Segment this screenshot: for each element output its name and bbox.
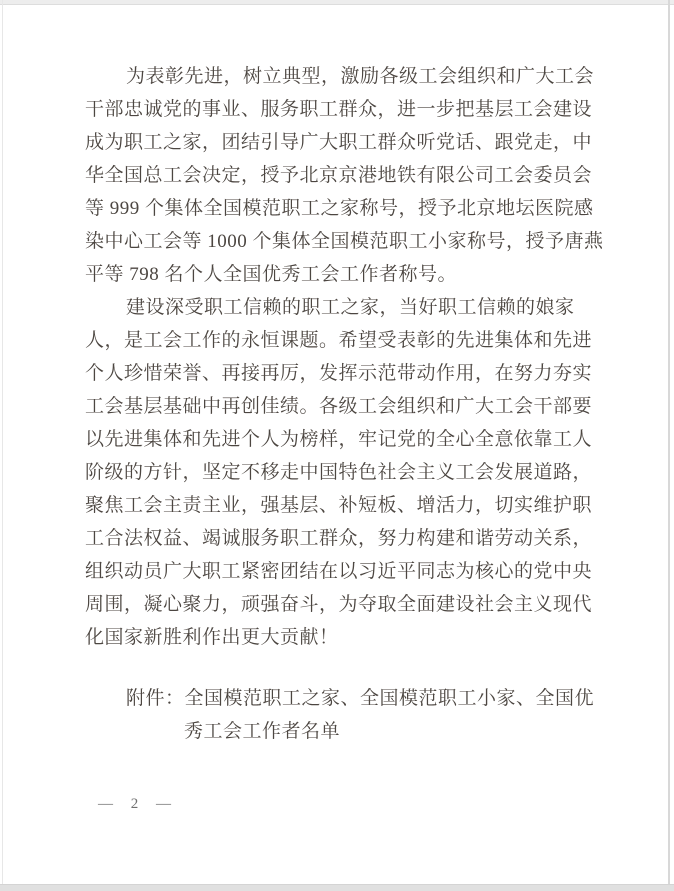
- body-line: 等 999 个集体全国模范职工之家称号，授予北京地坛医院感: [85, 198, 594, 219]
- body-line: 干部忠诚党的事业、服务职工群众，进一步把基层工会建设: [85, 99, 593, 120]
- body-line: 平等 798 名个人全国优秀工会工作者称号。: [85, 264, 458, 285]
- attachment-title-part2: 秀工会工作者名单: [184, 721, 341, 742]
- scan-edge-left: [2, 0, 3, 891]
- scan-edge-top: [0, 0, 674, 5]
- paragraph-2: [85, 291, 595, 654]
- body-line: 华全国总工会决定，授予北京京港地铁有限公司工会委员会: [85, 165, 593, 186]
- body-line: 化国家新胜利作出更大贡献！: [85, 627, 339, 648]
- body-line: 染中心工会等 1000 个集体全国模范职工小家称号，授予唐燕: [85, 231, 604, 252]
- body-line: 建设深受职工信赖的职工之家，当好职工信赖的娘家: [126, 297, 575, 318]
- body-line: 成为职工之家，团结引导广大职工群众听党话、跟党走，中: [85, 132, 593, 153]
- attachment-label: 附件：: [126, 688, 185, 709]
- body-line: 为表彰先进，树立典型，激励各级工会组织和广大工会: [126, 66, 595, 87]
- body-line: 以先进集体和先进个人为榜样，牢记党的全心全意依靠工人: [85, 429, 593, 450]
- body-line: 个人珍惜荣誉、再接再厉，发挥示范带动作用，在努力夯实: [85, 363, 593, 384]
- attachment-section: [85, 682, 595, 748]
- body-line: 工会基层基础中再创佳绩。各级工会组织和广大工会干部要: [85, 396, 593, 417]
- body-line: 聚焦工会主责主业，强基层、补短板、增活力，切实维护职: [85, 495, 593, 516]
- body-line: 工合法权益、竭诚服务职工群众，努力构建和谐劳动关系，: [85, 528, 593, 549]
- page-number: — 2 —: [98, 796, 178, 812]
- scan-edge-bottom: [0, 884, 674, 891]
- attachment-title-part1: 全国模范职工之家、全国模范职工小家、全国优: [184, 688, 595, 709]
- body-line: 阶级的方针，坚定不移走中国特色社会主义工会发展道路，: [85, 462, 593, 483]
- body-line: 周围，凝心聚力，顽强奋斗，为夺取全面建设社会主义现代: [85, 594, 593, 615]
- body-line: 人，是工会工作的永恒课题。希望受表彰的先进集体和先进: [85, 330, 593, 351]
- scan-edge-right: [668, 0, 670, 891]
- paragraph-1: [85, 60, 604, 291]
- body-line: 组织动员广大职工紧密团结在以习近平同志为核心的党中央: [85, 561, 593, 582]
- attachment-line: [85, 682, 595, 715]
- document-body: [85, 60, 604, 748]
